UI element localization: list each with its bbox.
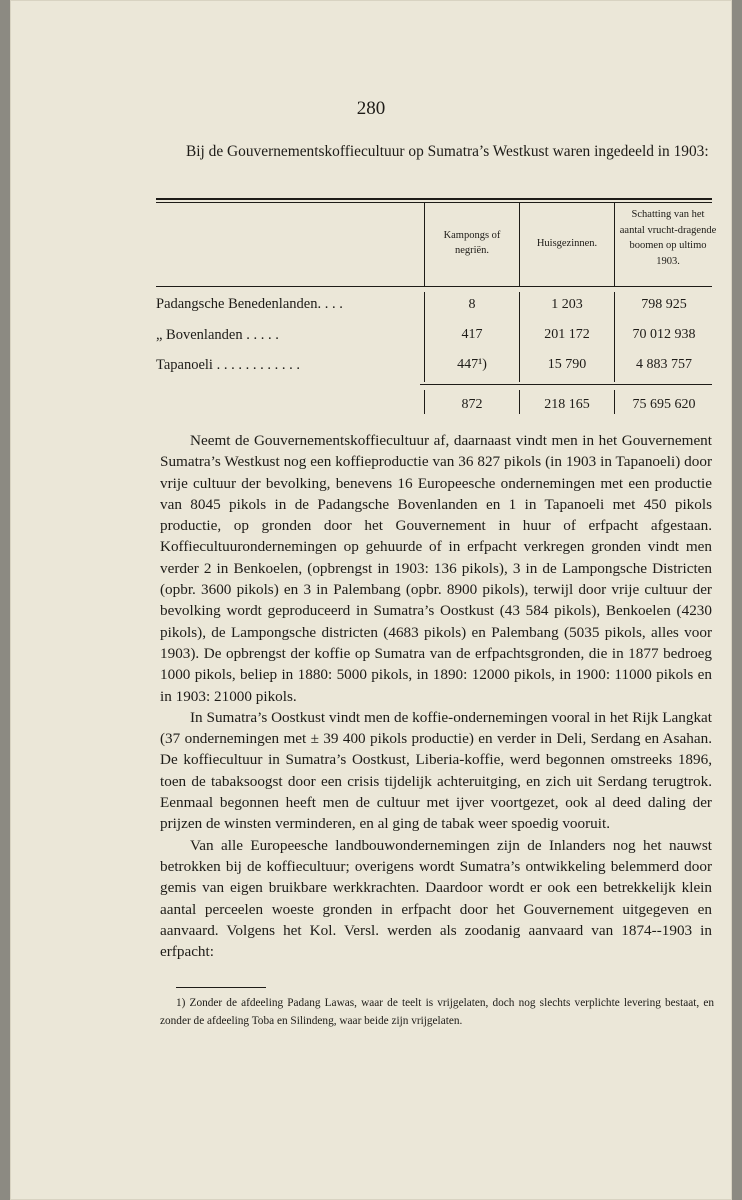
total-kampongs: 872 [461, 397, 483, 412]
page-number: 280 [356, 98, 386, 119]
book-page [10, 0, 732, 1200]
paragraph: Neemt de Gouvernementskoffiecultuur af, daarnaast vindt men in het Gouvernement Sumatra’s Westkust nog een koffieproductie van 36 827 pikols (in 1903 in Tapanoeli) door vrije cultuur der bevolking, benevens 16 Europeesche ondernemingen met een productie van 8045 pikols in de Padangsche Bovenlanden en 1 in Tapanoeli met 450 pikols productie, op gronden door het Gouvernement in huur of erfpacht afgestaan. Koffiecultuurondernemingen op gehuurde of in erfpacht verkregen gronden vindt men verder 2 in Benkoelen, (opbrengst in 1903: 136 pikols), 3 in de Lampongsche Districten (opbr. 3600 pikols) en 3 in Palembang (opbr. 8900 pikols), terwijl door vrije cultuur der bevolking wordt geproduceerd in Sumatra’s Oostkust (43 584 pikols), Benkoelen (4230 pikols), de Lampongsche districten (4683 pikols) en Palembang (5035 pikols, alles voor 1903). De opbrengst der koffie op Sumatra van de erfpachtsgronden, die in 1877 bedroeg 1000 pikols, beliep in 1880: 5000 pikols, in 1890: 12000 pikols, in 1900: 11000 pikols en in 1903: 21000 pikols. [160, 432, 712, 705]
cell-huisgezinnen: 1 203 [551, 297, 583, 312]
column-divider [519, 292, 520, 382]
cell-kampongs: 417 [461, 327, 483, 342]
total-boomen: 75 695 620 [632, 397, 696, 412]
footnote-rule [176, 987, 266, 988]
intro-text [156, 141, 714, 162]
table-header-rule [156, 286, 712, 287]
cell-kampongs: 447¹) [457, 357, 487, 372]
row-label: Tapanoeli . . . . . . . . . . . . [156, 357, 300, 373]
column-divider [519, 203, 520, 286]
column-divider [614, 390, 615, 414]
table-total-rule [420, 384, 712, 385]
cell-kampongs: 8 [468, 297, 476, 312]
footnote-text: 1) Zonder de afdeeling Padang Lawas, waar de teelt is vrijgelaten, doch nog slechts verplichte levering bestaat, en zonder de afdeeling Toba en Silindeng, waar beide zijn vrijgelaten. [160, 997, 714, 1027]
cell-huisgezinnen: 201 172 [544, 327, 590, 342]
body-text [160, 430, 712, 962]
cell-huisgezinnen: 15 790 [547, 357, 587, 372]
column-divider [424, 390, 425, 414]
footnote [160, 994, 714, 1030]
paragraph: Van alle Europeesche landbouwondernemingen zijn de Inlanders nog het nauwst betrokken bij de koffiecultuur; overigens wordt Sumatra’s ontwikkeling belemmerd door gemis van eigen bruikbare werkkrachten. Daardoor wordt er ook een betrekkelijk klein aantal perceelen woeste gronden in erfpacht door het Gouvernement uitgegeven en aanvaard. Volgens het Kol. Versl. werden als zoodanig aanvaard van 1874--1903 in erfpacht: [160, 836, 712, 961]
row-label: „ Bovenlanden . . . . . [156, 327, 279, 343]
total-huisgezinnen: 218 165 [544, 397, 590, 412]
table-top-rule [156, 198, 712, 200]
cell-boomen: 798 925 [641, 297, 687, 312]
row-label: Padangsche Benedenlanden. . . . [156, 296, 343, 312]
cell-boomen: 70 012 938 [632, 327, 696, 342]
column-divider [424, 203, 425, 286]
table-top-rule-thin [156, 202, 712, 203]
intro-paragraph: Bij de Gouvernementskoffiecultuur op Sumatra’s Westkust waren ingedeeld in 1903: [186, 143, 709, 160]
column-divider [614, 292, 615, 382]
paragraph: In Sumatra’s Oostkust vindt men de koffie-ondernemingen vooral in het Rijk Langkat (37 ondernemingen met ± 39 400 pikols productie) en verder in Deli, Serdang en Asahan. De koffiecultuur in Sumatra’s Oostkust, Liberia-koffie, werd begonnen omstreeks 1896, toen de tabaksoogst door een crisis tijdelijk achteruitging, en zich uit Serdang terugtrok. Eenmaal begonnen heeft men de cultuur met ijver voortgezet, ook al deed daling der prijzen de winsten verminderen, en al ging de tabak weer spoedig vooruit. [160, 708, 712, 833]
column-divider [519, 390, 520, 414]
header-huisgezinnen: Huisgezinnen. [536, 238, 598, 249]
header-boomen: Schatting van het aantal vrucht-dragende boomen op ultimo 1903. [619, 209, 717, 267]
cell-boomen: 4 883 757 [636, 357, 692, 372]
column-divider [424, 292, 425, 382]
header-kampongs: Kampongs of negriën. [443, 230, 501, 256]
column-divider [614, 203, 615, 286]
